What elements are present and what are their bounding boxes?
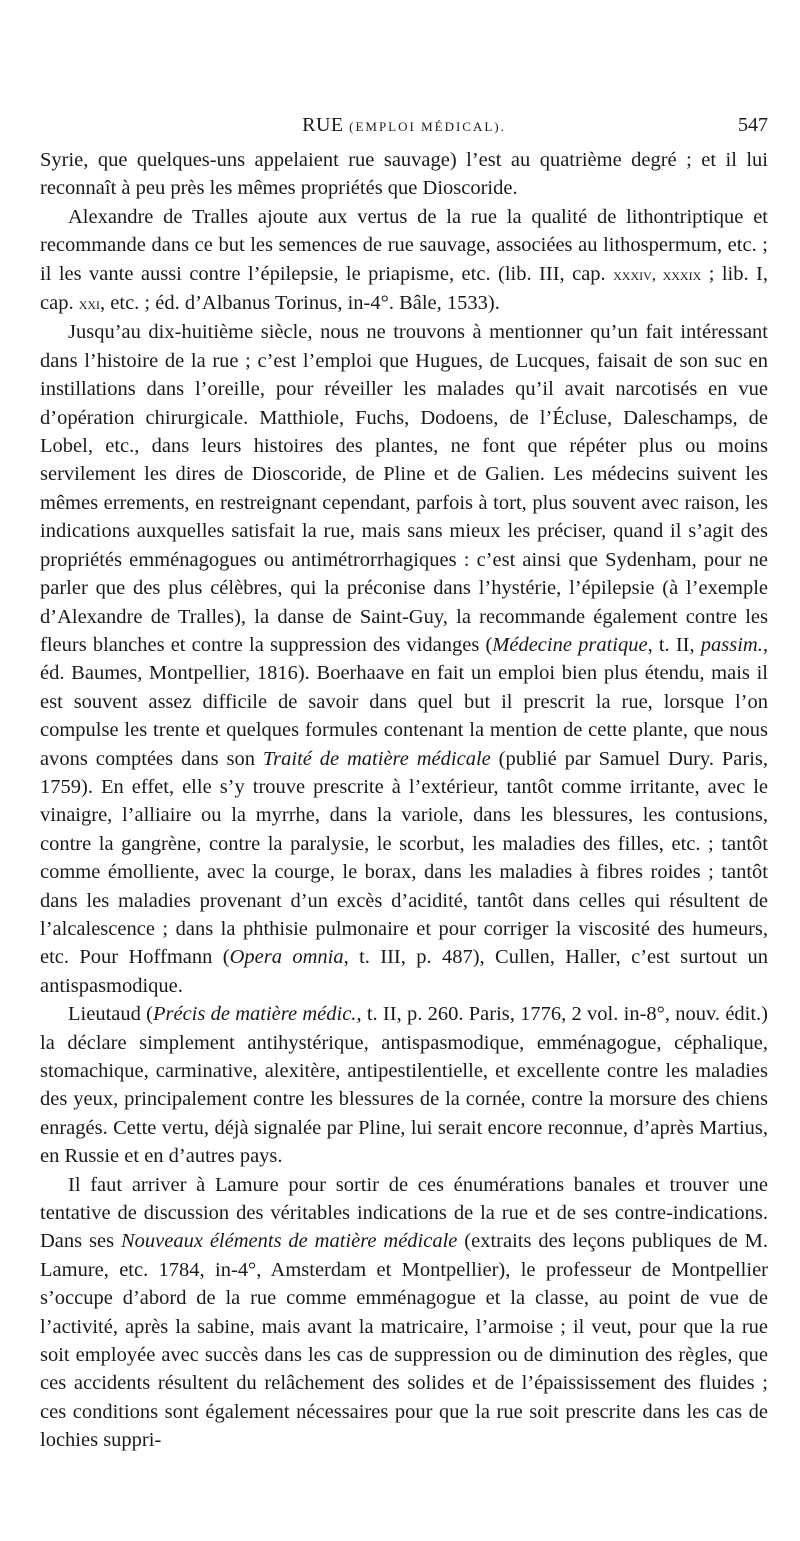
- paragraph: [40, 203, 768, 319]
- text-run: ; lib. I, cap.: [40, 262, 768, 315]
- running-header: [40, 112, 768, 138]
- small-caps-ref: xxxiv, xxxix: [613, 264, 702, 284]
- text-run: , etc. ; éd. d’Albanus Torinus, in-4°. Bâle, 1533).: [100, 292, 500, 315]
- paragraph: [40, 1171, 768, 1455]
- paragraph: [40, 318, 768, 1000]
- italic-title: Opera omnia: [229, 946, 344, 969]
- paragraph: [40, 1000, 768, 1170]
- body-text: [40, 146, 768, 1455]
- italic-title: passim.: [700, 633, 763, 656]
- text-run: (publié par Samuel Dury. Paris, 1759). En effet, elle s’y trouve prescrite à l’extérieur, tantôt comme irritante, avec le vinaigre, l’alliaire ou la myrrhe, dans la variole, dans les blessures, les contusions, contre la gangrène, contre la paralysie, le scorbut, les maladies des filles, etc. ; tantôt comme émolliente, avec la courge, le borax, dans les maladies à fibres roides ; tantôt dans les maladies provenant d’un excès d’acidité, tantôt dans celles qui résultent de l’alcalescence ; dans la phthisie pulmonaire et pour corriger la viscosité des humeurs, etc. Pour Hoffmann (: [40, 747, 768, 969]
- text-run: Syrie, que quelques-uns appelaient rue sauvage) l’est au quatrième degré ; et il lui reconnaît à peu près les mêmes propriétés que Dioscoride.: [40, 149, 768, 200]
- text-run: Lieutaud (: [68, 1003, 153, 1026]
- italic-title: Nouveaux éléments de matière médicale: [120, 1230, 458, 1253]
- text-run: , t. II,: [647, 633, 701, 656]
- text-run: Alexandre de Tralles ajoute aux vertus de la rue la qualité de lithontriptique et recommande dans ce but les semences de rue sauvage, associées au lithospermum, etc. ; il les vante aussi contre l’épilepsie, le priapisme, etc. (lib. III, cap.: [40, 205, 768, 285]
- text-run: (extraits des leçons publiques de M. Lamure, etc. 1784, in-4°, Amsterdam et Montpellier), le professeur de Montpellier s’occupe d’abord de la rue comme emménagogue et la classe, au point de vue de l’activité, après la sabine, mais avant la matricaire, l’armoise ; il veut, pour que la rue soit employée avec succès dans les cas de suppression ou de diminution des règles, que ces accidents résultent du relâchement des solides et de l’épaississement des fluides ; ces conditions sont également nécessaires pour que la rue soit prescrite dans les cas de lochies suppri-: [40, 1230, 768, 1452]
- page: [40, 112, 768, 1455]
- italic-title: Précis de matière médic.: [152, 1003, 357, 1026]
- running-title-main: RUE: [302, 114, 344, 136]
- text-run: , t. II, p. 260. Paris, 1776, 2 vol. in-8°, nouv. édit.) la déclare simplement antihystérique, antispasmodique, emménagogue, céphalique, stomachique, carminative, alexitère, antipestilentielle, et excellente contre les maladies des yeux, principalement contre les blessures de la cornée, contre la morsure des chiens enragés. Cette vertu, déjà signalée par Pline, lui serait encore reconnue, d’après Martius, en Russie et en d’autres pays.: [40, 1003, 769, 1168]
- small-caps-ref: xxi: [78, 294, 101, 314]
- text-run: , éd. Baumes, Montpellier, 1816). Boerhaave en fait un emploi bien plus étendu, mais il est souvent assez difficile de savoir dans quel but il prescrit la rue, lorsque l’on compulse les trente et quelques formules contenant la mention de cette plante, que nous avons comptées dans son: [40, 633, 768, 770]
- text-run: Il faut arriver à Lamure pour sortir de ces énumérations banales et trouver une tentative de discussion des véritables indications de la rue et de ses contre-indications. Dans ses: [40, 1173, 768, 1253]
- italic-title: Médecine pratique: [492, 633, 648, 656]
- paragraph: [40, 146, 768, 203]
- running-title: [40, 112, 768, 140]
- page-number: 547: [738, 114, 768, 136]
- italic-title: Traité de matière médicale: [262, 747, 491, 770]
- text-run: , t. III, p. 487), Cullen, Haller, c’est surtout un antispasmodique.: [40, 946, 768, 997]
- running-title-sub: (EMPLOI MÉDICAL).: [349, 119, 506, 134]
- text-run: Jusqu’au dix-huitième siècle, nous ne trouvons à mentionner qu’un fait intéressant dans l’histoire de la rue ; c’est l’emploi que Hugues, de Lucques, faisait de son suc en instillations dans l’oreille, pour réveiller les malades qu’il avait narcotisés en vue d’opération chirurgicale. Matthiole, Fuchs, Dodoens, de l’Écluse, Daleschamps, de Lobel, etc., dans leurs histoires des plantes, ne font que répéter plus ou moins servilement les dires de Dioscoride, de Pline et de Galien. Les médecins suivent les mêmes errements, en restreignant cependant, parfois à tort, plus souvent avec raison, les indications auxquelles satisfait la rue, mais sans mieux les préciser, quand il s’agit des propriétés emménagogues ou antimétrorrhagiques : c’est ainsi que Sydenham, pour ne parler que des plus célèbres, qui la préconise dans l’hystérie, l’épilepsie (à l’exemple d’Alexandre de Tralles), la danse de Saint-Guy, la recommande également contre les fleurs blanches et contre la suppression des vidanges (: [40, 321, 768, 656]
